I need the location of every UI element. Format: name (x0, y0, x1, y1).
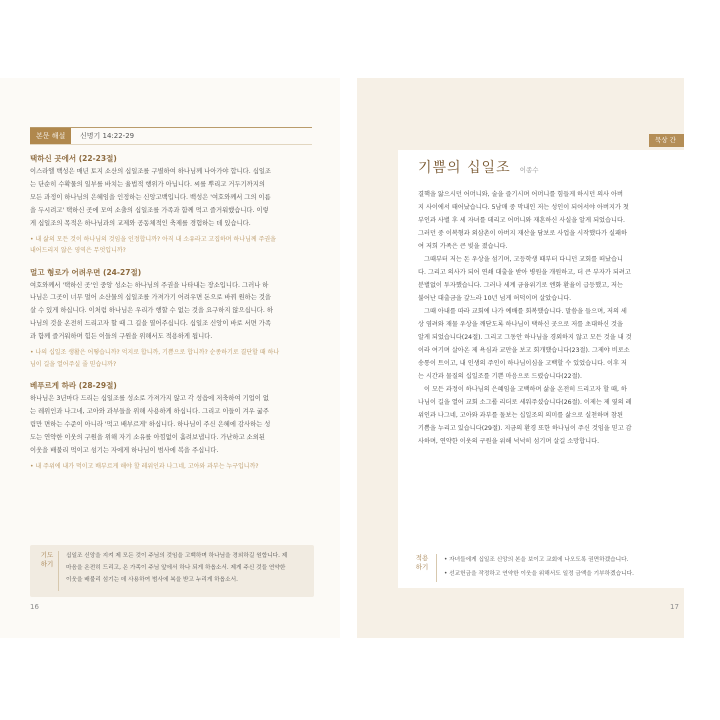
testimony-line: 나님이 길을 열어 교회 소그룹 리더로 세워주셨습니다(26절). 이제는 제 옆의 레 (418, 399, 632, 406)
section-paragraph (30, 166, 314, 231)
testimony-body (418, 188, 676, 448)
section-paragraph (30, 393, 314, 458)
paragraph-line: 는 단순히 수확물의 일부를 바치는 율법적 행위가 아닙니다. 씨를 뿌리고 거두기까지의 (30, 180, 265, 188)
testimony-paragraph (418, 188, 676, 253)
left-page (0, 78, 340, 638)
apply-line: • 자녀들에게 십일조 신앙의 본을 보이고 교회에 나오도록 권면하겠습니다. (444, 557, 629, 563)
paragraph-line: 나님의 것을 온전히 드리고자 할 때 그 길을 열어주십니다. 십일조 신앙이 바로 서면 가족 (30, 320, 271, 328)
testimony-line: 불어난 대출금을 갚느라 10년 넘게 허덕이며 살았습니다. (418, 295, 572, 302)
apply-line: • 선교헌금을 작정하고 연약한 이웃을 위해서도 일정 금액을 기부하겠습니다. (444, 571, 634, 577)
prayer-label: 기도 하기 (40, 551, 54, 568)
apply-box (398, 548, 685, 588)
apply-text (444, 553, 676, 581)
testimony-line: 다. 그리고 의사가 되어 연쇄 대출을 받아 병원을 개원하고, 더 큰 부자가 되려고 (418, 269, 631, 276)
right-page (357, 78, 684, 638)
testimony-title-row (418, 157, 539, 177)
page-number-left: 16 (30, 603, 39, 611)
paragraph-line: 림만 면하는 수준이 아니라 '먹고 배부르게' 하십니다. 하나님이 주신 은혜에 감사하는 성 (30, 420, 271, 428)
paragraph-line: 을 두시려고' 택하신 곳에 모여 소출의 십일조를 가족과 함께 먹고 즐거워했습니다. 이렇 (30, 206, 269, 214)
reflection-question (30, 234, 314, 257)
testimony-line: 사하며, 연약한 이웃의 구원을 위해 넉넉히 섬기며 살길 소망합니다. (418, 438, 600, 445)
testimony-line: 여 저희 가족은 큰 빚을 졌습니다. (418, 243, 508, 250)
devotion-tag: 묵상 간 (649, 134, 684, 147)
testimony-title: 기쁨의 십일조 (418, 160, 511, 176)
testimony-author: 이종수 (519, 166, 539, 174)
prayer-line: 이웃을 배불리 섬기는 데 사용하여 범사에 복을 받고 누리게 하옵소서. (66, 577, 238, 583)
section-title: 베푸르게 하라 (28-29절) (30, 381, 117, 391)
paragraph-line: 여호와께서 '택하신 곳'인 중앙 성소는 하나님의 주권을 나타내는 장소입니다. 그러나 하 (30, 281, 269, 289)
paragraph-line: 과 함께 즐거워하며 힘든 이들의 구원을 위해서도 적용하게 됩니다. (30, 333, 213, 341)
section-title: 택하신 곳에서 (22-23절) (30, 154, 117, 163)
question-line: • 내 주위에 내가 먹이고 배부르게 해야 할 레위인과 나그네, 고아와 과부는 누구입니까? (30, 462, 259, 470)
paragraph-line: 는 레위인과 나그네, 고아와 과부들을 위해 사용하게 하십니다. 그리고 이들이 겨우 굶주 (30, 407, 269, 415)
testimony-line: 지 사이에서 태어났습니다. 5남매 중 막내인 저는 성인이 되어서야 아버지가 첫 (418, 204, 629, 211)
question-line: 님이 길을 열어주실 줄 믿습니까? (30, 360, 117, 368)
testimony-line: 위인과 나그네, 고아와 과부를 돌보는 십일조의 의미를 삶으로 실천하며 참된 (418, 412, 623, 419)
testimony-line: 는 시간과 물질의 십일조를 기쁜 마음으로 드렸습니다(22절). (418, 373, 582, 380)
testimony-line: 그때부터 저는 돈 우상을 섬기며, 고등학생 때부터 다니던 교회를 떠났습니 (424, 256, 623, 263)
testimony-line: 송통이 트이고, 내 인생의 주인이 하나님이심을 고백할 수 있었습니다. 이후 저 (418, 360, 627, 367)
testimony-paragraph (418, 383, 676, 448)
commentary-body (30, 150, 314, 482)
page-number-right: 17 (670, 603, 679, 611)
paragraph-line: 나님은 그곳이 너무 멀어 소산물의 십일조를 가져가기 어려우면 돈으로 바꿔 원하는 것을 (30, 294, 271, 302)
reflection-question (30, 347, 314, 370)
apply-label: 적용 하기 (415, 554, 429, 571)
testimony-line: 부인과 사별 후 세 자녀를 데리고 어머니와 재혼하신 사실을 알게 되었습니다. (418, 217, 625, 224)
testimony-line: 상 염려와 재물 우상을 깨닫도록 하나님이 택하신 곳으로 저를 초대하신 것을 (418, 321, 623, 328)
scripture-reference: 신명기 14:22-29 (80, 132, 135, 140)
paragraph-line: 이웃을 배불리 먹이고 섬기는 자에게 하나님이 범사에 복을 주십니다. (30, 446, 219, 454)
prayer-line: 십일조 신앙을 지켜 제 모든 것이 주님의 것임을 고백하며 하나님을 경외하길 원합니다. 제 (66, 553, 288, 559)
paragraph-line: 하나님은 3년마다 드리는 십일조를 성소로 가져가지 않고 각 성읍에 저축하여 기업이 없 (30, 395, 269, 403)
section-title: 멀고 형로가 어려우면 (24-27절) (30, 267, 142, 277)
paragraph-line: 이스라엘 백성은 매년 토지 소산의 십일조를 구별하여 하나님께 나아가야 합니다. 십일조 (30, 168, 271, 175)
testimony-line: 기쁨을 누리고 있습니다(29절). 지금의 환경 또한 하나님이 주신 것임을 믿고 감 (418, 425, 632, 432)
prayer-text (66, 550, 306, 586)
question-line: 내어드리지 않은 영역은 무엇입니까? (30, 247, 126, 255)
prayer-line: 마음을 온전히 드리고, 온 가족이 주님 앞에서 하나 되게 하옵소서. 제게 주신 것들 연약한 (66, 565, 286, 571)
prayer-divider (58, 551, 59, 591)
question-line: • 내 삶의 모든 것이 하나님의 것임을 인정합니까? 아직 내 소유라고 고집하며 하나님께 주권을 (30, 235, 276, 243)
testimony-line: 결핵을 앓으시던 어머니와, 술을 즐기시며 어머니를 힘들게 하시던 의사 아버 (418, 191, 623, 198)
paragraph-line: 살 수 있게 하십니다. 이처럼 하나님은 우리가 행할 수 없는 것을 요구하지 않으십니다. 하 (30, 307, 273, 315)
testimony-line: 분별없이 투자했습니다. 그러나 세계 금융위기로 엔화 환율이 급등했고, 저는 (418, 282, 623, 289)
section-paragraph (30, 280, 314, 345)
commentary-tag: 본문 해설 (30, 128, 71, 144)
testimony-paragraph (418, 305, 676, 383)
question-line: • 나의 십일조 생활은 어떻습니까? 억지로 합니까, 기쁨으로 합니까? 순종하기로 결단할 때 하나 (30, 349, 280, 357)
testimony-line: 알게 되었습니다(24절). 그리고 그동안 하나님을 경외하지 않고 모든 것을 내 것 (418, 334, 632, 341)
apply-divider (436, 554, 437, 582)
prayer-box (30, 545, 314, 597)
reflection-question (30, 461, 314, 473)
testimony-line: 이라 여기며 살아온 제 욕심과 교만을 보고 회개했습니다(23절). 그제야 비로소 (418, 347, 630, 354)
paragraph-line: 게 십일조의 목적은 하나님과의 교제와 공동체적인 축제를 경험하는 데 있습니다. (30, 219, 251, 227)
scripture-reference-bar (30, 127, 312, 145)
testimony-paragraph (418, 253, 676, 305)
testimony-card (398, 150, 685, 556)
paragraph-line: 모든 과정이 하나님의 은혜임을 인정하는 신앙고백입니다. 백성은 '여호와께서 그의 이름 (30, 193, 271, 201)
paragraph-line: 도는 연약한 이웃의 구원을 위해 자기 소유를 아낌없이 흘려보냅니다. 가난하고 소외된 (30, 433, 265, 441)
testimony-line: 이 모든 과정이 하나님의 은혜임을 고백하며 삶을 온전히 드리고자 할 때, 하 (424, 386, 627, 393)
testimony-line: 그러던 중 이복형과 외삼촌이 아버지 재산을 담보로 사업을 시작했다가 실패하 (418, 230, 627, 237)
testimony-line: 그때 아내를 따라 교회에 나가 예배를 회복했습니다. 말씀을 들으며, 저의 세 (424, 308, 627, 315)
